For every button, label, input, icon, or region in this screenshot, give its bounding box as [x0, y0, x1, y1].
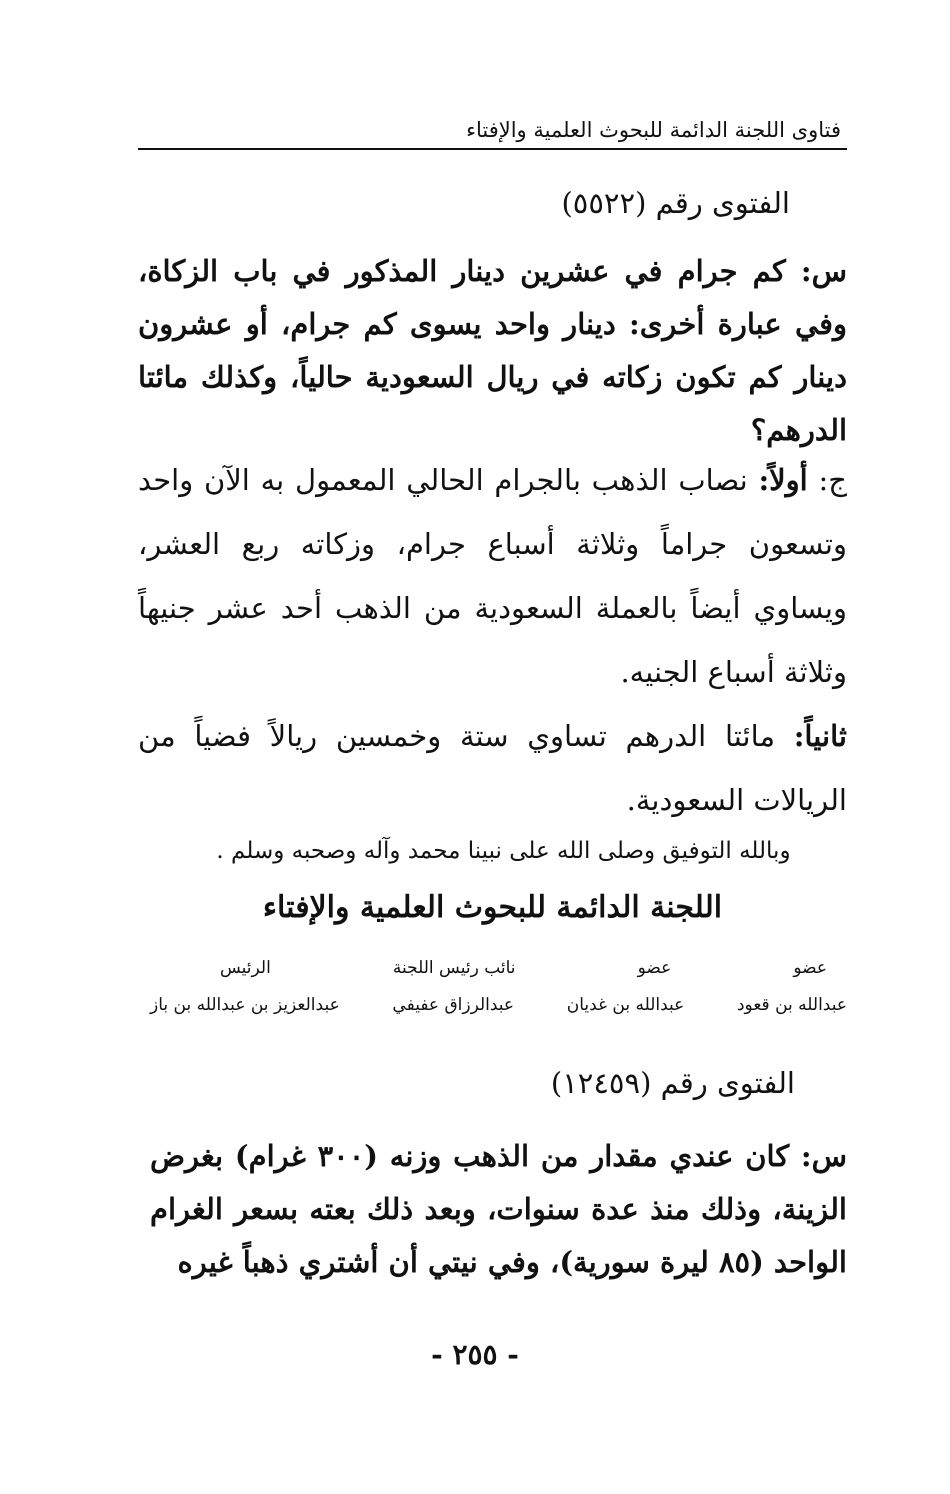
signatory-role: عضو: [637, 958, 672, 978]
closing-formula: وبالله التوفيق وصلى الله على نبينا محمد وآله وصحبه وسلم .: [216, 838, 791, 864]
signatory-names: [150, 995, 847, 1015]
running-header: [138, 112, 847, 150]
signatory-role: نائب رئيس اللجنة: [392, 958, 516, 978]
signatory-role: الرئيس: [220, 958, 271, 978]
answer-intro: ج:: [818, 463, 848, 497]
first-text: نصاب الذهب بالجرام الحالي المعمول به الآن واحد وتسعون جراماً وثلاثة أسباع جرام، وزكاته ربع العشر، ويساوي أيضاً بالعملة السعودية من الذهب أحد عشر جنيهاً وثلاثة أسباع الجنيه.: [138, 463, 847, 689]
running-title: فتاوى اللجنة الدائمة للبحوث العلمية والإفتاء: [466, 118, 841, 142]
question-1: س: كم جرام في عشرين دينار المذكور في باب الزكاة، وفي عبارة أخرى: دينار واحد يسوى كم جرام، أو عشرون دينار كم تكون زكاته في ريال السعودية حالياً، وكذلك مائتا الدرهم؟: [138, 254, 847, 447]
committee-title: اللجنة الدائمة للبحوث العلمية والإفتاء: [262, 890, 723, 925]
second-text: مائتا الدرهم تساوي ستة وخمسين ريالاً فضياً من الريالات السعودية.: [138, 719, 847, 817]
fatwa-number-2: الفتوى رقم (١٢٤٥٩): [550, 1066, 795, 1100]
signatory-roles: [150, 958, 847, 978]
answer-first-paragraph: [138, 448, 847, 704]
page-number: - ٢٥٥ -: [431, 1338, 519, 1371]
signatory-role: عضو: [793, 958, 827, 978]
signatory-name: عبدالله بن قعود: [736, 995, 847, 1015]
signatory-name: عبدالعزيز بن عبدالله بن باز: [150, 995, 340, 1015]
answer-second-paragraph: [138, 704, 847, 832]
first-label: أولاً:: [758, 463, 808, 497]
signatory-name: عبدالله بن غديان: [566, 995, 685, 1015]
second-label: ثانياً:: [793, 719, 847, 753]
signatory-name: عبدالرزاق عفيفي: [392, 995, 515, 1015]
question-2: س: كان عندي مقدار من الذهب وزنه (٣٠٠ غرام) بغرض الزينة، وذلك منذ عدة سنوات، وبعد ذلك بعته بسعر الغرام الواحد (٨٥ ليرة سورية)، وفي نيتي أن أشتري ذهباً غيره: [150, 1139, 847, 1279]
fatwa-number-1: الفتوى رقم (٥٥٢٢): [561, 186, 790, 220]
